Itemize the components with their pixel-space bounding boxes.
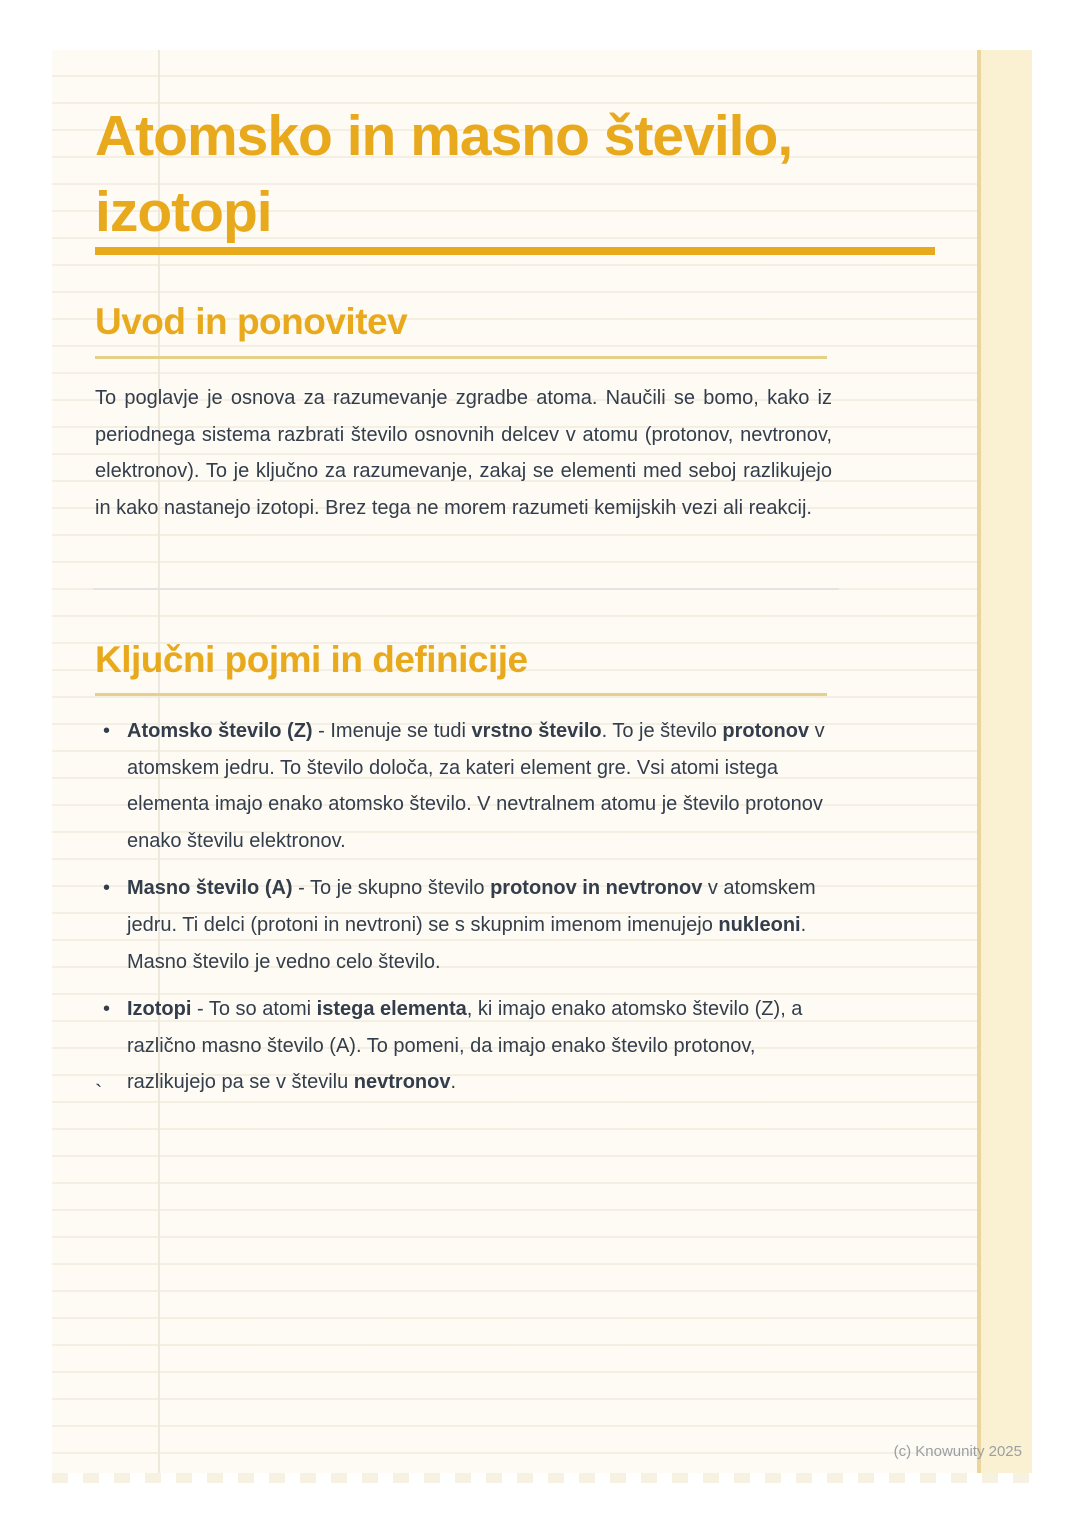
page-title-line2: izotopi [95, 180, 272, 244]
section-divider [93, 588, 839, 590]
intro-paragraph: To poglavje je osnova za razumevanje zgradbe atoma. Naučili se bomo, kako iz periodnega sistema razbrati število osnovnih delcev v atomu (protonov, nevtronov, elektronov). To je ključno za razumevanje, zakaj se elementi med seboj razlikujejo in kako nastanejo izotopi. Brez tega ne morem razumeti kemijskih vezi ali reakcij. [95, 387, 832, 519]
section-underline-uvod [95, 356, 827, 359]
stray-backtick-mark: ` [95, 1080, 103, 1105]
section-heading-kljucni: Ključni pojmi in definicije [95, 639, 528, 680]
right-accent-band [977, 50, 1032, 1473]
list-item: • Izotopi - To so atomi istega elementa, ki imajo enako atomsko število (Z), a različno masno število (A). To pomeni, da imajo enako število protonov, razlikujejo pa se v številu nevtronov. [95, 991, 835, 1101]
definitions-list [95, 713, 835, 1112]
list-item: • Masno število (A) - To je skupno število protonov in nevtronov v atomskem jedru. Ti delci (protoni in nevtroni) se s skupnim imenom imenujejo nukleoni. Masno število je vedno celo število. [95, 870, 835, 980]
note-page [52, 50, 1032, 1473]
page-title-line1: Atomsko in masno število, [95, 104, 793, 168]
copyright-footer: (c) Knowunity 2025 [893, 1443, 1022, 1460]
list-item: • Atomsko število (Z) - Imenuje se tudi vrstno število. To je število protonov v atomskem jedru. To število določa, za kateri element gre. Vsi atomi istega elementa imajo enako atomsko število. V nevtralnem atomu je število protonov enako številu elektronov. [95, 713, 835, 859]
torn-bottom-edge [52, 1473, 1032, 1483]
section-underline-kljucni [95, 693, 827, 696]
section-heading-uvod: Uvod in ponovitev [95, 301, 408, 342]
title-divider-rule [95, 247, 935, 255]
page-title [95, 98, 955, 250]
